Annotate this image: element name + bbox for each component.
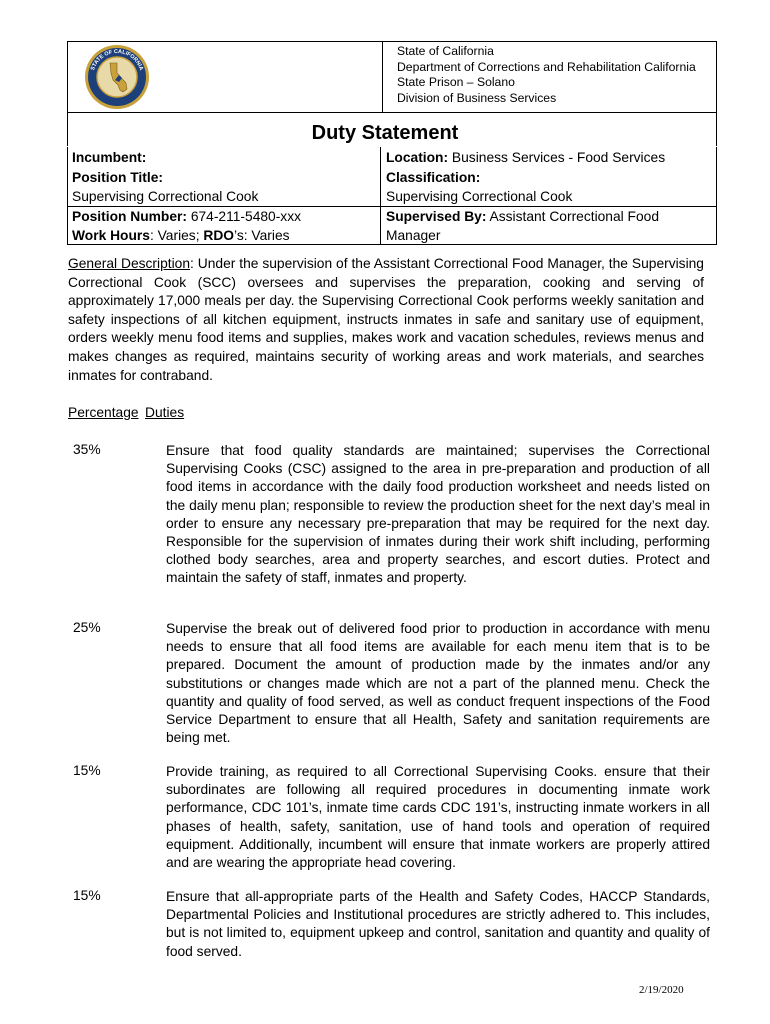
info-divider-left [68, 206, 380, 207]
supervised-by-label: Supervised By: [386, 209, 487, 224]
info-divider-right [381, 206, 716, 207]
agency-line-department: Department of Corrections and Rehabilitation California [397, 59, 696, 74]
supervised-by-value-cont: Manager [386, 227, 441, 243]
general-description-label: General Description [68, 256, 191, 271]
classification-field [386, 169, 572, 206]
position-number-value: 674-211-5480-xxx [186, 209, 302, 224]
agency-line-state: State of California [397, 44, 494, 58]
general-description-text: : Under the supervision of the Assistant Correctional Food Manager, the Supervising Correctional Cook (SCC) oversees and supervises the preparation, cooking and serving of approximately 17,000 meals per day. the Supervising Correctional Cook performs weekly sanitation and safety inspections of all kitchen equipment, instructs inmates in safe and sanitary use of equipment, orders weekly menu food items and supplies, makes work and vacation schedules, reviews menus and makes changes as required, maintains security of working areas and work materials, and searches inmates for contraband. [68, 256, 704, 383]
incumbent-field [72, 149, 146, 168]
duty-1-text: Ensure that food quality standards are maintained; supervises the Correctional Supervising Cooks (CSC) assigned to the area in pre-preparation and production of all food items in accordance with the daily food production worksheet and needs listed on the daily menu plan; responsible to review the production sheet for the next day’s meal in order to ensure any necessary pre-preparation that may be required for the next day. Responsible for the supervision of inmates during their work shift including, performing clothed body searches, area and property searches, and escort duties. Protect and maintain the safety of staff, inmates and property. [166, 443, 710, 586]
position-info-table [67, 147, 717, 245]
supervised-by-field [386, 208, 659, 245]
duty-1-percent: 35% [73, 442, 101, 457]
work-hours-label: Work Hours [72, 227, 150, 243]
position-title-value: Supervising Correctional Cook [72, 188, 259, 204]
location-label: Location: [386, 150, 449, 165]
seal-text: STATE OF CALIFORNIA [90, 48, 144, 72]
classification-value: Supervising Correctional Cook [386, 188, 573, 204]
incumbent-label: Incumbent: [72, 150, 147, 165]
duty-3-percent: 15% [73, 763, 101, 778]
position-title-field [72, 169, 258, 206]
position-number-field [72, 208, 301, 245]
duty-3-text: Provide training, as required to all Correctional Supervising Cooks. ensure that their subordinates are following all required procedures in documenting inmate work performance, CDC 101’s, inmate time cards CDC 191’s, instructing inmate workers in all phases of health, safety, sanitation, use of hand tools and operation of required equipment. Additionally, incumbent will ensure that inmate workers are properly attired and are wearing the appropriate head covering. [166, 764, 710, 871]
duty-2-text: Supervise the break out of delivered food prior to production in accordance with menu needs to ensure that all food items are available for each menu item that is to be prepared. Document the amount of production made by the inmates and/or any substitutions or changes made which are not a part of the planned menu. Check the quantity and quality of food served, as well as conduct frequent inspections of the Food Service Department to ensure that all Health, Safety and sanitation requirements are being met. [166, 621, 710, 746]
rdo-label: RDO [203, 227, 235, 243]
position-title-label: Position Title: [72, 170, 163, 185]
duties-heading: Duties [145, 405, 185, 420]
footer-date: 2/19/2020 [639, 984, 684, 996]
classification-label: Classification: [386, 170, 481, 185]
rdo-value: ’s: Varies [234, 227, 290, 243]
position-number-label: Position Number: [72, 209, 187, 224]
header-table [67, 41, 717, 113]
location-value: Business Services - Food Services [448, 150, 666, 165]
agency-block [397, 44, 696, 106]
duty-4-text: Ensure that all-appropriate parts of the Health and Safety Codes, HACCP Standards, Departmental Policies and Institutional procedures are strictly adhered to. This includes, but is not limited to, equipment upkeep and control, sanitation and quantity and quality of food served. [166, 889, 710, 959]
duty-2-percent: 25% [73, 620, 101, 635]
location-field [386, 149, 665, 168]
percentage-heading: Percentage [68, 405, 139, 420]
general-description [68, 255, 704, 385]
seal-cell [68, 42, 383, 112]
supervised-by-value: Assistant Correctional Food [486, 209, 659, 224]
agency-line-division: Division of Business Services [397, 90, 557, 105]
agency-line-prison: State Prison – Solano [397, 75, 515, 89]
info-divider-vertical [380, 147, 381, 244]
duty-4-percent: 15% [73, 888, 101, 903]
document-title: Duty Statement [311, 122, 459, 144]
work-hours-value: : Varies; [149, 227, 204, 243]
cdcr-seal-icon [84, 44, 150, 110]
